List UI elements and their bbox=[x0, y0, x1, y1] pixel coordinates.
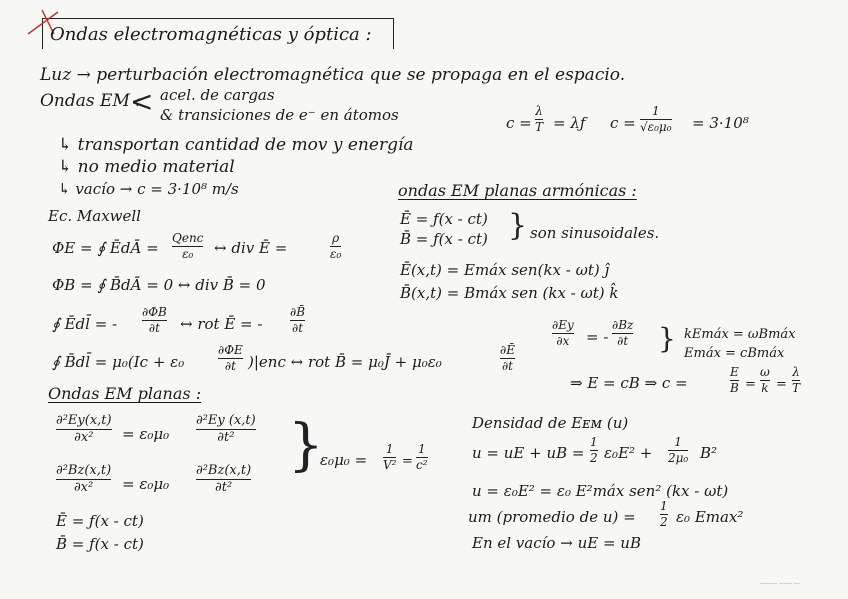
dens1-den2: 2μ₀ bbox=[668, 450, 689, 465]
dens1-frac2 bbox=[668, 436, 688, 464]
property-1: ↳ transportan cantidad de mov y energía bbox=[58, 135, 414, 155]
property-2: ↳ no medio material bbox=[58, 157, 235, 177]
eps-mu-left: ε₀μ₀ = bbox=[320, 451, 368, 469]
mx1-den2: ε₀ bbox=[330, 246, 342, 261]
cause-brace: < bbox=[130, 85, 154, 118]
pa-sinusoidal: son sinusoidales. bbox=[530, 224, 660, 242]
rel-f-frac2 bbox=[760, 366, 770, 394]
dens1-num1: 1 bbox=[590, 435, 598, 449]
rel-f-num2: ω bbox=[760, 365, 770, 379]
planas-b: B̄ = ƒ(x - ct) bbox=[56, 535, 144, 553]
eps-num2: 1 bbox=[417, 442, 426, 456]
wave2-mid: = ε₀μ₀ bbox=[122, 475, 170, 493]
ondas-em-label: Ondas EM : bbox=[40, 91, 141, 111]
mx1-frac bbox=[172, 232, 203, 260]
rel-f-den2: k bbox=[761, 380, 769, 395]
density-eq-3-left: um (promedio de u) = bbox=[468, 508, 636, 526]
planas-e: Ē = ƒ(x - ct) bbox=[56, 512, 144, 530]
rel-eq-sign-1: = bbox=[745, 377, 756, 392]
dens1-den1: 2 bbox=[590, 450, 598, 465]
dens3-den: 2 bbox=[660, 514, 668, 529]
cause-1: acel. de cargas bbox=[160, 86, 275, 104]
rel-den1: ∂x bbox=[556, 333, 570, 348]
wave2-frac bbox=[56, 464, 111, 494]
rel-f-num1: E bbox=[730, 365, 739, 379]
rel-num1: ∂Ey bbox=[552, 318, 574, 332]
wave1-num: ∂²Ey(x,t) bbox=[56, 413, 112, 428]
mx3-den2: ∂t bbox=[292, 320, 304, 335]
pa-eq-2: B̄ = ƒ(x - ct) bbox=[400, 230, 488, 248]
mx3-num2: ∂B̄ bbox=[290, 305, 306, 319]
density-eq-4: En el vacío → uE = uB bbox=[472, 534, 641, 552]
eps-den2: c² bbox=[416, 457, 428, 472]
mx4-den2: ∂t bbox=[501, 358, 513, 373]
mx3-frac bbox=[142, 306, 167, 334]
pa-eq-1: Ē = ƒ(x - ct) bbox=[400, 210, 488, 228]
wave1-frac2 bbox=[196, 414, 256, 444]
c-eq1-frac bbox=[535, 105, 543, 133]
wave1-frac bbox=[56, 414, 112, 444]
c-eq1-right: = λƒ bbox=[553, 114, 586, 132]
pa-eq-4: B̄(x,t) = Bmáx sen (kx - ωt) k̂ bbox=[400, 284, 619, 302]
property-3: ↳ vacío → c = 3·10⁸ m/s bbox=[58, 180, 239, 198]
c-eq2-den: √ε₀μ₀ bbox=[640, 119, 672, 134]
wave1-mid: = ε₀μ₀ bbox=[122, 425, 170, 443]
footer-text: -------- ------ --- bbox=[760, 580, 801, 587]
wave1-den: ∂x² bbox=[74, 429, 94, 445]
maxwell-title: Ec. Maxwell bbox=[48, 207, 141, 225]
eps-frac1 bbox=[383, 443, 396, 471]
maxwell-eq-3-mid: ↔ rot Ē = - bbox=[180, 315, 263, 333]
maxwell-eq-4-mid: )|enc ↔ rot B̄ = μ₀J̄ + μ₀ε₀ bbox=[248, 353, 442, 371]
mx4-num2: ∂Ē bbox=[500, 343, 515, 357]
luz-definition: Luz → perturbación electromagnética que se propaga en el espacio. bbox=[40, 65, 626, 85]
rel-right-1: kEmáx = ωBmáx bbox=[684, 327, 796, 342]
pa-eq-3: Ē(x,t) = Emáx sen(kx - ωt) ĵ bbox=[400, 261, 610, 279]
planas-armonicas-title: ondas EM planas armónicas : bbox=[398, 181, 637, 200]
eps-den1: V² bbox=[383, 457, 397, 472]
c-eq2-frac bbox=[640, 105, 672, 133]
maxwell-eq-2: ΦB = ∮ B̄dĀ = 0 ↔ div B̄ = 0 bbox=[52, 276, 266, 294]
dens1-frac1 bbox=[590, 436, 598, 464]
wave2-num: ∂²Bz(x,t) bbox=[56, 463, 112, 478]
mx3-den: ∂t bbox=[148, 320, 160, 335]
mx1-num: Qenc bbox=[172, 231, 204, 245]
eps-num1: 1 bbox=[385, 442, 394, 456]
mx3-frac2 bbox=[290, 306, 305, 334]
rel-eq-sign-2: = bbox=[776, 377, 787, 392]
wave2-den: ∂x² bbox=[73, 479, 94, 495]
mx4-den: ∂t bbox=[224, 358, 236, 373]
rel-right-2: Emáx = cBmáx bbox=[684, 346, 785, 361]
density-eq-2: u = ε₀E² = ε₀ E²máx sen² (kx - ωt) bbox=[472, 482, 729, 500]
mx1-frac2 bbox=[330, 232, 341, 260]
maxwell-eq-3-left: ∮ Ēdl̄ = - bbox=[52, 315, 118, 333]
planas-title: Ondas EM planas : bbox=[48, 384, 202, 403]
c-eq1-left: c = bbox=[506, 114, 532, 132]
rel-f-num3: λ bbox=[792, 365, 800, 379]
c-eq2-left: c = bbox=[610, 114, 636, 132]
rel-frac1 bbox=[552, 319, 574, 347]
rel-mid: = - bbox=[586, 328, 609, 346]
mx3-num: ∂ΦB bbox=[142, 305, 167, 319]
dens3-num: 1 bbox=[660, 499, 668, 513]
rel-frac2 bbox=[612, 319, 633, 347]
mx4-frac2 bbox=[500, 344, 515, 372]
rel-den2: ∂t bbox=[617, 333, 629, 348]
page-title: Ondas electromagnéticas y óptica : bbox=[50, 24, 372, 45]
dens1-num2: 1 bbox=[674, 435, 682, 449]
c-eq1-num: λ bbox=[535, 104, 543, 118]
density-eq-1-right: B² bbox=[700, 444, 718, 462]
pa-brace: } bbox=[508, 208, 528, 243]
mx1-num2: ρ bbox=[332, 231, 340, 245]
c-eq1-den: T bbox=[535, 119, 544, 134]
maxwell-eq-1-mid: ↔ div Ē = bbox=[214, 239, 288, 257]
density-eq-1-left: u = uE + uB = bbox=[472, 444, 585, 462]
mx1-den: ε₀ bbox=[182, 246, 194, 261]
rel-f-frac3 bbox=[792, 366, 800, 394]
rel-f-frac1 bbox=[730, 366, 739, 394]
eps-eq-sign: = bbox=[402, 454, 413, 469]
rel-num2: ∂Bz bbox=[612, 318, 634, 332]
wave1-num2: ∂²Ey (x,t) bbox=[196, 413, 256, 428]
wave-brace: } bbox=[288, 413, 324, 478]
mx4-frac bbox=[218, 344, 243, 372]
cause-2: & transiciones de e⁻ en átomos bbox=[160, 106, 399, 124]
c-eq2-num: 1 bbox=[651, 104, 660, 118]
wave2-num2: ∂²Bz(x,t) bbox=[196, 463, 252, 478]
eps-frac2 bbox=[416, 443, 428, 471]
maxwell-eq-1: ΦE = ∮ ĒdĀ = bbox=[52, 239, 159, 257]
density-eq-1-mid: ε₀E² + bbox=[604, 444, 653, 462]
maxwell-eq-4-left: ∮ B̄dl̄ = μ₀(Ic + ε₀ bbox=[52, 353, 185, 371]
rel-final: ⇒ E = cB ⇒ c = bbox=[570, 374, 688, 392]
density-eq-3-right: ε₀ Emax² bbox=[676, 508, 744, 526]
wave2-frac2 bbox=[196, 464, 251, 494]
wave2-den2: ∂t² bbox=[215, 479, 233, 495]
dens3-frac bbox=[660, 500, 668, 528]
rel-f-den3: T bbox=[792, 380, 801, 395]
c-eq2-right: = 3·10⁸ bbox=[692, 114, 749, 132]
rel-brace: } bbox=[658, 322, 676, 355]
mx4-num: ∂ΦE bbox=[218, 343, 243, 357]
wave1-den2: ∂t² bbox=[217, 429, 235, 445]
density-title: Densidad de Eᴇᴍ (u) bbox=[472, 414, 629, 432]
rel-f-den1: B bbox=[730, 380, 739, 395]
